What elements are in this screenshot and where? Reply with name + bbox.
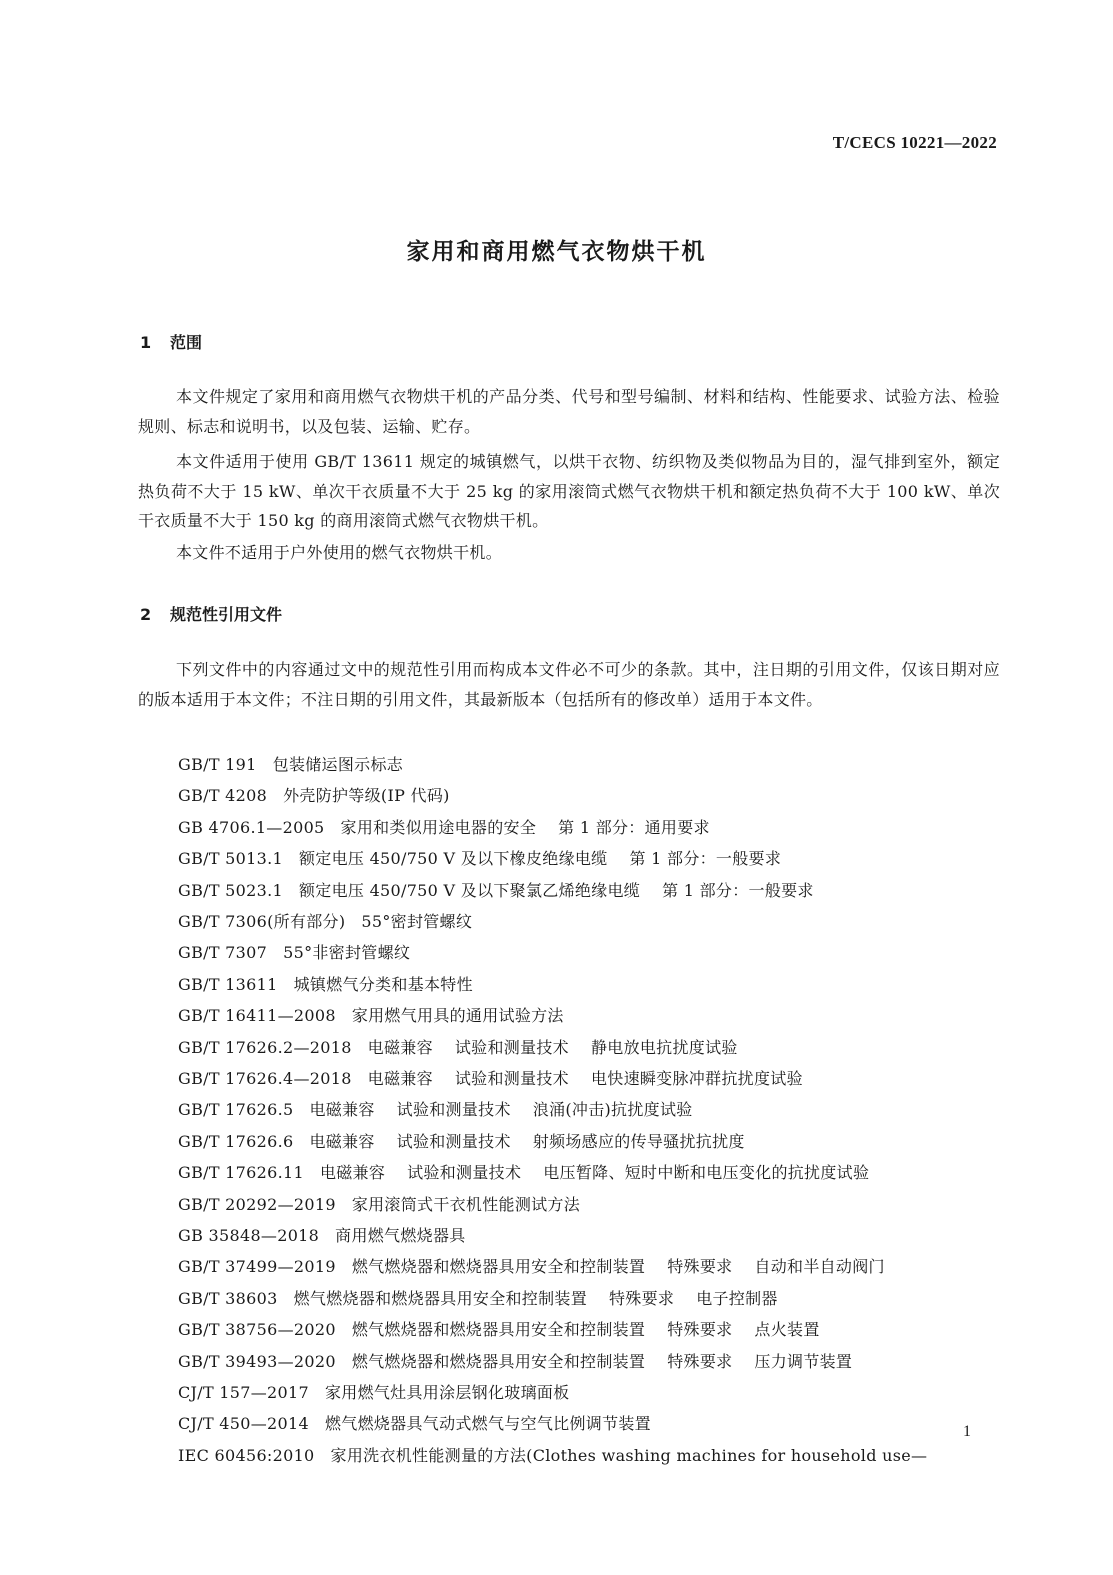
reference-title-part: 静电放电抗扰度试验: [590, 1037, 738, 1057]
reference-title-part: 试验和测量技术: [396, 1100, 511, 1120]
reference-code: CJ/T 450—2014: [178, 1414, 309, 1434]
reference-code: GB 4706.1—2005: [178, 817, 325, 837]
reference-title-part: 试验和测量技术: [454, 1069, 569, 1088]
paragraph: 本文件不适用于户外使用的燃气衣物烘干机。: [176, 543, 503, 562]
reference-title-part: 家用燃气用具的通用试验方法: [351, 1006, 564, 1026]
reference-code: GB/T 16411—2008: [178, 1006, 336, 1026]
section-heading-scope: [140, 330, 202, 353]
reference-title-part: 家用洗衣机性能测量的方法(Clothes washing machines for household use—: [330, 1445, 928, 1465]
reference-title-part: 电子控制器: [696, 1288, 778, 1308]
reference-item: [178, 972, 495, 995]
reference-title-part: 试验和测量技术: [396, 1131, 511, 1151]
reference-code: GB/T 38756—2020: [178, 1320, 336, 1340]
reference-code: GB/T 191: [178, 755, 257, 774]
page-title: 家用和商用燃气衣物烘干机: [406, 239, 707, 265]
reference-title-part: 特殊要求: [667, 1320, 733, 1340]
reference-code: GB/T 37499—2019: [178, 1257, 336, 1277]
reference-title-part: 浪涌(冲击)抗扰度试验: [532, 1100, 693, 1120]
reference-title-part: 电磁兼容: [309, 1131, 375, 1151]
reference-code: GB/T 7306(所有部分): [178, 912, 346, 931]
reference-item: [178, 1160, 891, 1183]
reference-title-part: 额定电压 450/750 V 及以下橡皮绝缘电缆: [298, 849, 608, 869]
reference-title-part: 燃气燃烧器和燃烧器具用安全和控制装置: [351, 1257, 646, 1277]
reference-item: [178, 1349, 874, 1372]
section-title: 规范性引用文件: [170, 605, 283, 624]
section-heading-normative-references: [140, 602, 282, 625]
reference-title-part: 城镇燃气分类和基本特性: [293, 974, 473, 994]
section-title: 范围: [170, 333, 203, 352]
reference-item: [178, 783, 472, 806]
reference-title-part: 自动和半自动阀门: [754, 1257, 885, 1277]
reference-title-part: 燃气燃烧器和燃烧器具用安全和控制装置: [351, 1351, 646, 1371]
reference-code: IEC 60456:2010: [178, 1445, 315, 1465]
reference-code: GB/T 20292—2019: [178, 1194, 336, 1214]
reference-title-part: 第 1 部分：通用要求: [558, 817, 710, 837]
reference-code: GB/T 5023.1: [178, 880, 283, 900]
reference-item: [178, 1443, 949, 1466]
reference-item: [178, 1411, 673, 1434]
reference-item: [178, 878, 836, 901]
reference-code: GB/T 17626.5: [178, 1100, 294, 1120]
reference-title-part: 试验和测量技术: [454, 1037, 569, 1057]
reference-title-part: 额定电压 450/750 V 及以下聚氯乙烯绝缘电缆: [298, 880, 641, 900]
reference-title-part: 第 1 部分：一般要求: [662, 880, 814, 900]
reference-code: GB/T 4208: [178, 786, 268, 806]
paragraph: 本文件规定了家用和商用燃气衣物烘干机的产品分类、代号和型号编制、材料和结构、性能要求、试验方法、检验规则、标志和说明书，以及包装、运输、贮存。: [138, 387, 1000, 436]
reference-item: [178, 1254, 907, 1277]
reference-title-part: 55°非密封管螺纹: [283, 943, 411, 963]
reference-title-part: 特殊要求: [667, 1351, 733, 1371]
reference-title-part: 家用和类似用途电器的安全: [340, 817, 537, 837]
reference-title-part: 商用燃气燃烧器具: [335, 1226, 466, 1245]
reference-title-part: 电快速瞬变脉冲群抗扰度试验: [590, 1069, 803, 1088]
reference-title-part: 电磁兼容: [367, 1069, 433, 1088]
reference-item: [178, 1286, 800, 1309]
reference-title-part: 外壳防护等级(IP 代码): [283, 786, 450, 806]
reference-title-part: 55°密封管螺纹: [361, 912, 473, 931]
reference-item: [178, 1129, 767, 1152]
reference-title-part: 压力调节装置: [754, 1351, 853, 1371]
page-number: 1: [963, 1423, 971, 1440]
reference-title-part: 点火装置: [754, 1320, 820, 1340]
reference-title-part: 试验和测量技术: [407, 1163, 522, 1183]
document-code: T/CECS 10221—2022: [832, 133, 997, 152]
reference-title-part: 电磁兼容: [319, 1163, 386, 1183]
reference-item: [178, 1097, 715, 1120]
reference-title-part: 特殊要求: [667, 1257, 733, 1277]
reference-code: GB/T 38603: [178, 1288, 278, 1308]
paragraph: 本文件适用于使用 GB/T 13611 规定的城镇燃气，以烘干衣物、纺织物及类似物品为目的，湿气排到室外，额定热负荷不大于 15 kW、单次干衣质量不大于 25 kg 的家用滚筒式燃气衣物烘干机和额定热负荷不大于 100 kW、单次干衣质量不大于 150 kg 的商用滚筒式燃气衣物烘干机。: [138, 452, 1000, 530]
reference-title-part: 燃气燃烧器具气动式燃气与空气比例调节装置: [324, 1414, 651, 1434]
reference-title-part: 电压暂降、短时中断和电压变化的抗扰度试验: [543, 1163, 870, 1183]
reference-item: [178, 1003, 586, 1026]
reference-item: [178, 846, 803, 869]
reference-title-part: 燃气燃烧器和燃烧器具用安全和控制装置: [351, 1320, 646, 1340]
reference-title-part: 燃气燃烧器和燃烧器具用安全和控制装置: [293, 1288, 587, 1308]
reference-title-part: 射频场感应的传导骚扰抗扰度: [532, 1131, 745, 1151]
section-number: 1: [140, 333, 152, 352]
reference-title-part: 电磁兼容: [367, 1037, 433, 1057]
reference-title-part: 包装储运图示标志: [272, 755, 404, 774]
reference-code: GB 35848—2018: [178, 1226, 320, 1245]
section-number: 2: [140, 605, 152, 624]
reference-title-part: 家用滚筒式干衣机性能测试方法: [351, 1194, 581, 1214]
reference-code: GB/T 39493—2020: [178, 1351, 336, 1371]
reference-code: GB/T 7307: [178, 943, 268, 963]
reference-item: [178, 815, 732, 838]
reference-code: GB/T 13611: [178, 974, 278, 994]
reference-code: GB/T 5013.1: [178, 849, 283, 869]
reference-title-part: 第 1 部分：一般要求: [629, 849, 782, 869]
reference-item: [178, 1192, 602, 1215]
reference-code: GB/T 17626.6: [178, 1131, 294, 1151]
reference-code: CJ/T 157—2017: [178, 1383, 309, 1402]
reference-item: [178, 752, 425, 775]
reference-title-part: 特殊要求: [609, 1288, 675, 1308]
reference-item: [178, 1066, 825, 1089]
reference-item: [178, 909, 494, 932]
reference-title-part: 家用燃气灶具用涂层钢化玻璃面板: [324, 1383, 570, 1402]
reference-item: [178, 1035, 760, 1058]
paragraph: 下列文件中的内容通过文中的规范性引用而构成本文件必不可少的条款。其中，注日期的引用文件，仅该日期对应的版本适用于本文件；不注日期的引用文件，其最新版本（包括所有的修改单）适用于本文件。: [138, 660, 1000, 709]
reference-code: GB/T 17626.2—2018: [178, 1037, 352, 1057]
reference-title-part: 电磁兼容: [309, 1100, 375, 1120]
reference-code: GB/T 17626.11: [178, 1163, 304, 1183]
reference-item: [178, 940, 432, 963]
reference-item: [178, 1380, 591, 1403]
reference-item: [178, 1317, 842, 1340]
reference-code: GB/T 17626.4—2018: [178, 1069, 352, 1088]
reference-item: [178, 1223, 488, 1246]
